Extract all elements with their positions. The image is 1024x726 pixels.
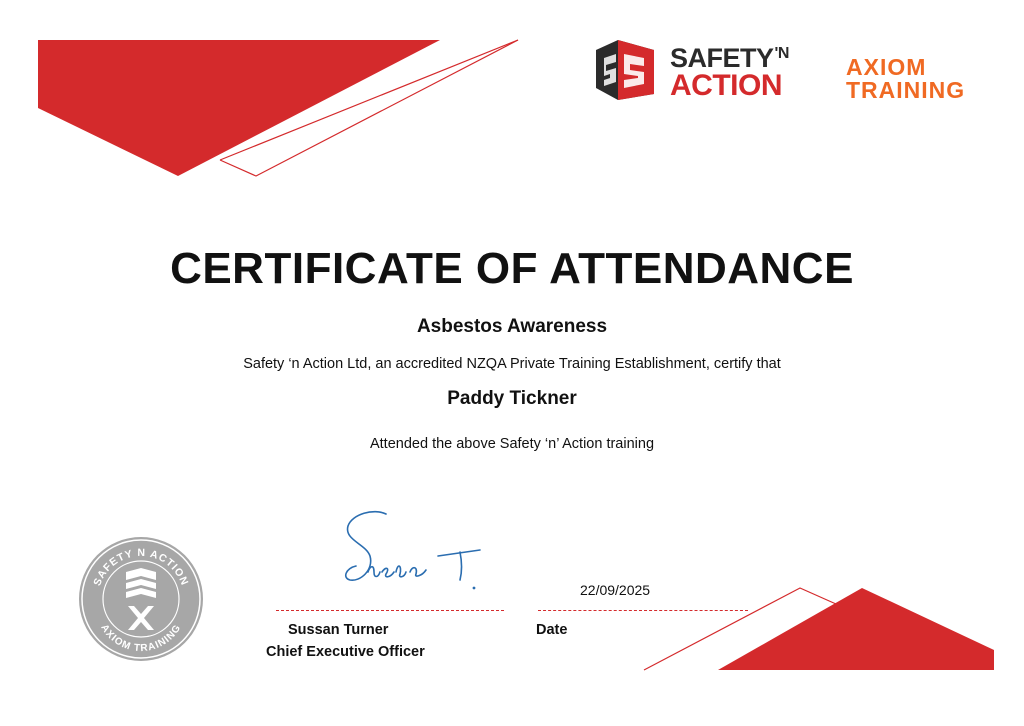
date-value: 22/09/2025 <box>580 582 651 598</box>
certificate-title: CERTIFICATE OF ATTENDANCE <box>170 244 854 293</box>
safety-n-action-mark-icon <box>590 36 660 102</box>
handwritten-signature <box>338 500 488 595</box>
date-label: Date <box>536 622 568 638</box>
safety-n-action-seal <box>76 534 206 664</box>
date-line <box>538 610 748 611</box>
safety-n-action-logo <box>590 36 820 106</box>
logo-training-word: TRAINING <box>846 77 966 103</box>
signature-line <box>276 610 504 611</box>
logo-safety-word: $SAFETY^{'N}$ <box>670 43 789 73</box>
seal-top-text: SAFETY N ACTION <box>91 546 191 588</box>
axiom-training-logo <box>846 56 965 102</box>
logo-axiom-word: AXIOM <box>846 54 927 80</box>
logo-action-word: ACTION <box>670 68 782 102</box>
certification-statement: Safety ‘n Action Ltd, an accredited NZQA Private Training Establishment, certify that <box>243 356 781 372</box>
recipient-name: Paddy Tickner <box>447 388 577 409</box>
seal-bottom-text: AXIOM TRAINING <box>98 622 184 655</box>
signer-title: Chief Executive Officer <box>266 644 425 660</box>
course-name: Asbestos Awareness <box>416 316 608 337</box>
attendance-statement: Attended the above Safety ‘n’ Action training <box>369 436 655 452</box>
signer-name: Sussan Turner <box>288 622 389 638</box>
